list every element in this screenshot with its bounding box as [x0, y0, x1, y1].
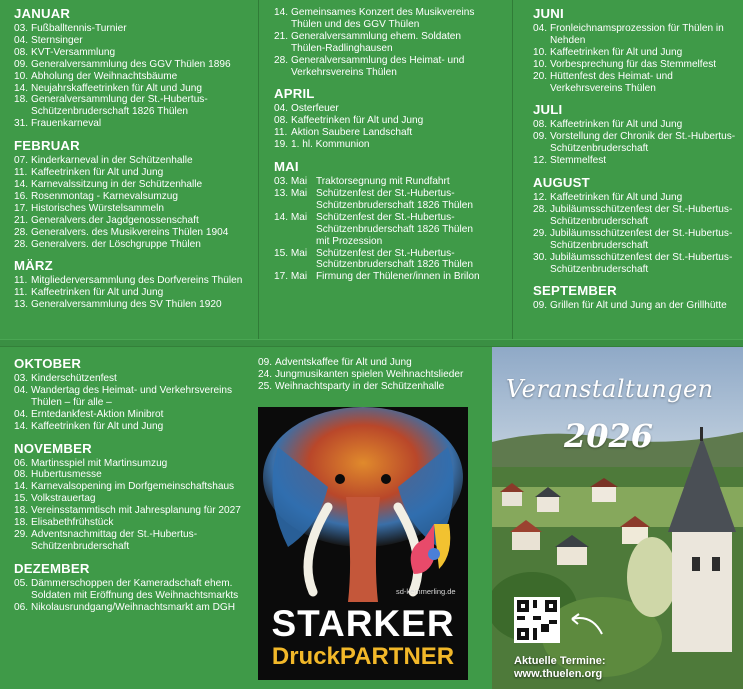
month-heading: DEZEMBER — [14, 560, 90, 576]
event-date: 19. — [274, 139, 289, 151]
event-date: 09. — [258, 357, 273, 368]
event-title: Kaffeetrinken für Alt und Jung — [31, 287, 164, 299]
event-item — [274, 212, 484, 248]
event-date: 14. Mai — [274, 211, 308, 223]
event-item — [14, 118, 250, 130]
event-title: Nikolausrundgang/Weihnachtsmarkt am DGH — [31, 601, 236, 613]
event-date: 21. — [14, 214, 29, 226]
event-title: Schützenfest der St.-Hubertus-Schützenbruderschaft 1826 Thülen — [316, 247, 473, 271]
event-title: Wandertag des Heimat- und Verkehrsvereins Thülen – für alle – — [31, 384, 233, 408]
event-date: 20. — [533, 70, 548, 82]
event-title: Jungmusikanten spielen Weihnachtslieder — [275, 368, 464, 380]
event-item — [14, 191, 250, 203]
event-title: Kaffeetrinken für Alt und Jung — [550, 192, 683, 204]
event-item — [14, 167, 250, 179]
event-item — [533, 252, 738, 276]
event-title: Osterfeuer — [291, 103, 339, 115]
event-item — [14, 239, 250, 251]
event-date: 24. — [258, 368, 273, 380]
ad-headline: STARKER — [271, 603, 455, 644]
event-title: Volkstrauertag — [31, 493, 96, 505]
column-jun-sep — [533, 7, 738, 312]
event-title: Kaffeetrinken für Alt und Jung — [550, 46, 683, 58]
event-date: 15. Mai — [274, 247, 308, 259]
event-title: Generalvers.der Jagdgenossenschaft — [31, 214, 199, 226]
month-heading: MÄRZ — [14, 258, 53, 274]
event-date: 31. — [14, 118, 29, 130]
event-title: Kinderkarneval in der Schützenhalle — [31, 155, 193, 167]
ad-subline: DruckPARTNER — [271, 643, 455, 670]
event-date: 09. — [533, 300, 548, 312]
event-title: Kaffeetrinken für Alt und Jung — [31, 420, 164, 432]
event-title: Adventskaffee für Alt und Jung — [275, 357, 412, 368]
event-date: 30. — [533, 251, 548, 263]
qr-code-icon — [517, 600, 557, 640]
event-title: Generalversammlung des SV Thülen 1920 — [31, 299, 222, 311]
event-item — [14, 83, 250, 95]
printer-advertisement — [258, 407, 468, 680]
event-item — [14, 602, 246, 614]
column-okt-dez — [14, 357, 246, 614]
event-date: 16. — [14, 190, 29, 202]
event-item — [14, 155, 250, 167]
month-heading: SEPTEMBER — [533, 283, 617, 299]
month-heading: NOVEMBER — [14, 440, 92, 456]
event-title: Firmung der Thülener/innen in Brilon — [316, 271, 480, 283]
event-date: 25. — [258, 380, 273, 392]
event-item — [533, 71, 738, 95]
month-heading: JUNI — [533, 6, 564, 21]
cover-caption — [514, 655, 606, 681]
event-title: Fronleichnamsprozession für Thülen in Nehden — [550, 23, 724, 46]
event-item — [274, 31, 484, 55]
event-item — [14, 94, 250, 118]
event-item — [14, 215, 250, 227]
event-title: Generalversammlung des GGV Thülen 1896 — [31, 58, 231, 70]
event-date: 06. — [14, 457, 29, 469]
event-title: Elisabethfrühstück — [31, 517, 114, 529]
event-item — [14, 35, 250, 47]
event-date: 13. — [14, 299, 29, 311]
event-item — [533, 204, 738, 228]
event-item — [274, 188, 484, 212]
event-item — [258, 357, 488, 369]
event-item — [14, 373, 246, 385]
event-title: Vorbesprechung für das Stemmelfest — [550, 58, 717, 70]
event-item — [274, 115, 484, 127]
month-heading: FEBRUAR — [14, 138, 80, 154]
event-date: 13. Mai — [274, 187, 308, 199]
event-item — [14, 275, 250, 287]
column-apr-mai — [274, 7, 484, 283]
event-title: Dämmerschoppen der Kameradschaft ehem. Soldaten mit Eröffnung des Weihnachtsmarkts — [31, 577, 239, 601]
column-separator — [258, 0, 259, 339]
ad-url: sd-kemmerling.de — [396, 587, 456, 596]
event-title: Jubiläumsschützenfest der St.-Hubertus-Schützenbruderschaft — [550, 203, 733, 227]
event-date: 15. — [14, 493, 29, 505]
event-date: 14. — [274, 7, 289, 18]
event-item — [14, 493, 246, 505]
event-title: Adventsnachmittag der St.-Hubertus-Schützenbruderschaft — [31, 528, 198, 552]
cover-year: 2026 — [564, 417, 654, 455]
event-title: Sternsinger — [31, 34, 83, 46]
event-date: 03. — [14, 23, 29, 34]
event-title: Kaffeetrinken für Alt und Jung — [550, 119, 683, 131]
event-date: 04. — [274, 103, 289, 115]
event-item — [14, 469, 246, 481]
month-heading: JANUAR — [14, 6, 71, 21]
event-item — [14, 385, 246, 409]
event-date: 10. — [14, 70, 29, 82]
event-date: 14. — [14, 481, 29, 493]
event-title: Abholung der Weihnachtsbäume — [31, 70, 178, 82]
event-title: Jubiläumsschützenfest der St.-Hubertus-Schützenbruderschaft — [550, 251, 733, 275]
event-title: Vereinsstammtisch mit Jahresplanung für 2027 — [31, 505, 241, 517]
event-title: Kaffeetrinken für Alt und Jung — [291, 115, 424, 127]
event-date: 05. — [14, 577, 29, 589]
event-date: 14. — [14, 82, 29, 94]
event-date: 12. — [533, 192, 548, 204]
event-title: 1. hl. Kommunion — [291, 139, 370, 151]
event-item — [533, 300, 738, 312]
event-title: Grillen für Alt und Jung an der Grillhütte — [550, 300, 727, 312]
event-item — [274, 176, 484, 188]
event-date: 28. — [274, 54, 289, 66]
event-date: 08. — [14, 469, 29, 481]
event-title: Gemeinsames Konzert des Musikvereins Thülen und des GGV Thülen — [291, 7, 475, 30]
event-date: 03. — [14, 373, 29, 384]
event-title: Stemmelfest — [550, 155, 607, 167]
event-item — [533, 23, 738, 47]
event-date: 14. — [14, 178, 29, 190]
event-date: 04. — [533, 23, 548, 34]
event-title: Fußballtennis-Turnier — [31, 23, 127, 34]
event-date: 08. — [533, 119, 548, 131]
event-title: Historisches Würstelsammeln — [31, 202, 164, 214]
event-date: 08. — [14, 46, 29, 58]
event-item — [14, 203, 250, 215]
event-title: Karnevalssitzung in der Schützenhalle — [31, 178, 203, 190]
event-title: Hüttenfest des Heimat- und Verkehrsvereins Thülen — [550, 70, 673, 94]
event-title: Schützenfest der St.-Hubertus-Schützenbruderschaft 1826 Thülen mit Prozession — [316, 211, 473, 247]
column-jan-mar — [14, 7, 250, 311]
arrow-icon — [567, 609, 607, 639]
event-title: Mitgliederversammlung des Dorfvereins Thülen — [31, 275, 243, 287]
event-item — [274, 127, 484, 139]
caption-label: Aktuelle Termine: — [514, 655, 606, 667]
event-item — [533, 131, 738, 155]
event-item — [14, 227, 250, 239]
month-heading: AUGUST — [533, 175, 590, 191]
event-title: Martinsspiel mit Martinsumzug — [31, 457, 168, 469]
event-item — [274, 248, 484, 272]
month-heading: MAI — [274, 159, 299, 175]
event-date: 21. — [274, 30, 289, 42]
event-item — [14, 299, 250, 311]
event-date: 10. — [533, 46, 548, 58]
event-title: Neujahrskaffeetrinken für Alt und Jung — [31, 82, 202, 94]
qr-code[interactable] — [514, 597, 560, 643]
column-dezember-continued — [258, 357, 488, 393]
event-date: 17. — [14, 202, 29, 214]
event-title: Rosenmontag - Karnevalsumzug — [31, 190, 178, 202]
event-item — [533, 119, 738, 131]
event-title: KVT-Versammlung — [31, 46, 116, 58]
event-date: 17. Mai — [274, 271, 308, 283]
event-item — [533, 47, 738, 59]
event-item — [14, 71, 250, 83]
fold-divider — [0, 339, 743, 347]
event-item — [14, 287, 250, 299]
event-title: Generalvers. der Löschgruppe Thülen — [31, 238, 201, 250]
event-date: 18. — [14, 94, 29, 106]
event-date: 28. — [533, 203, 548, 215]
event-date: 04. — [14, 408, 29, 420]
event-date: 18. — [14, 517, 29, 529]
event-date: 09. — [533, 131, 548, 143]
event-title: Frauenkarneval — [31, 118, 102, 130]
event-item — [14, 421, 246, 433]
event-title: Kaffeetrinken für Alt und Jung — [31, 167, 164, 179]
event-item — [14, 179, 250, 191]
event-title: Generalversammlung der St.-Hubertus-Schützenbruderschaft 1826 Thülen — [31, 94, 208, 118]
event-item — [14, 458, 246, 470]
cover-title: Veranstaltungen — [506, 375, 714, 403]
event-item — [533, 59, 738, 71]
event-date: 29. — [533, 227, 548, 239]
event-title: Schützenfest der St.-Hubertus-Schützenbruderschaft 1826 Thülen — [316, 187, 473, 211]
event-date: 28. — [14, 238, 29, 250]
event-title: Aktion Saubere Landschaft — [291, 127, 413, 139]
event-item — [274, 271, 484, 283]
event-title: Generalversammlung ehem. Soldaten Thülen-Radlinghausen — [291, 30, 462, 54]
event-item — [14, 23, 250, 35]
event-item — [14, 59, 250, 71]
event-date: 11. — [14, 167, 28, 179]
event-item — [14, 409, 246, 421]
event-title: Vorstellung der Chronik der St.-Hubertus-Schützenbruderschaft — [550, 131, 736, 155]
event-item — [14, 47, 250, 59]
event-date: 07. — [14, 155, 29, 167]
event-title: Erntedankfest-Aktion Minibrot — [31, 408, 164, 420]
event-date: 08. — [274, 115, 289, 127]
event-date: 11. — [14, 287, 28, 299]
column-separator — [512, 0, 513, 339]
event-date: 10. — [533, 58, 548, 70]
event-item — [258, 381, 488, 393]
month-heading: OKTOBER — [14, 356, 82, 371]
event-title: Karnevalsopening im Dorfgemeinschaftshaus — [31, 481, 235, 493]
sd-logo — [404, 519, 454, 579]
event-date: 03. Mai — [274, 176, 308, 188]
event-item — [533, 228, 738, 252]
event-date: 18. — [14, 505, 29, 517]
event-item — [533, 155, 738, 167]
event-item — [258, 369, 488, 381]
event-title: Generalversammlung des Heimat- und Verkehrsvereins Thülen — [291, 54, 465, 78]
event-date: 11. — [274, 127, 288, 139]
event-item — [14, 517, 246, 529]
event-date: 14. — [14, 420, 29, 432]
event-item — [274, 139, 484, 151]
event-item — [14, 505, 246, 517]
event-date: 11. — [14, 275, 28, 287]
event-item — [274, 55, 484, 79]
event-item — [14, 481, 246, 493]
event-title: Kinderschützenfest — [31, 373, 117, 384]
event-item — [533, 192, 738, 204]
event-title: Hubertusmesse — [31, 469, 102, 481]
event-date: 12. — [533, 155, 548, 167]
event-title: Jubiläumsschützenfest der St.-Hubertus-Schützenbruderschaft — [550, 227, 733, 251]
event-title: Generalvers. des Musikvereins Thülen 1904 — [31, 226, 229, 238]
event-date: 06. — [14, 601, 29, 613]
event-date: 29. — [14, 528, 29, 540]
month-heading: JULI — [533, 102, 563, 118]
event-date: 09. — [14, 58, 29, 70]
event-title: Weihnachtsparty in der Schützenhalle — [275, 380, 445, 392]
event-date: 28. — [14, 226, 29, 238]
month-heading: APRIL — [274, 86, 315, 102]
event-item — [14, 529, 246, 553]
event-item — [274, 103, 484, 115]
event-date: 04. — [14, 384, 29, 396]
website-link[interactable]: www.thuelen.org — [514, 668, 603, 680]
event-item — [274, 7, 484, 31]
event-item — [14, 578, 246, 602]
cover-photo-panel — [492, 347, 743, 689]
event-date: 04. — [14, 34, 29, 46]
event-title: Traktorsegnung mit Rundfahrt — [316, 176, 450, 188]
